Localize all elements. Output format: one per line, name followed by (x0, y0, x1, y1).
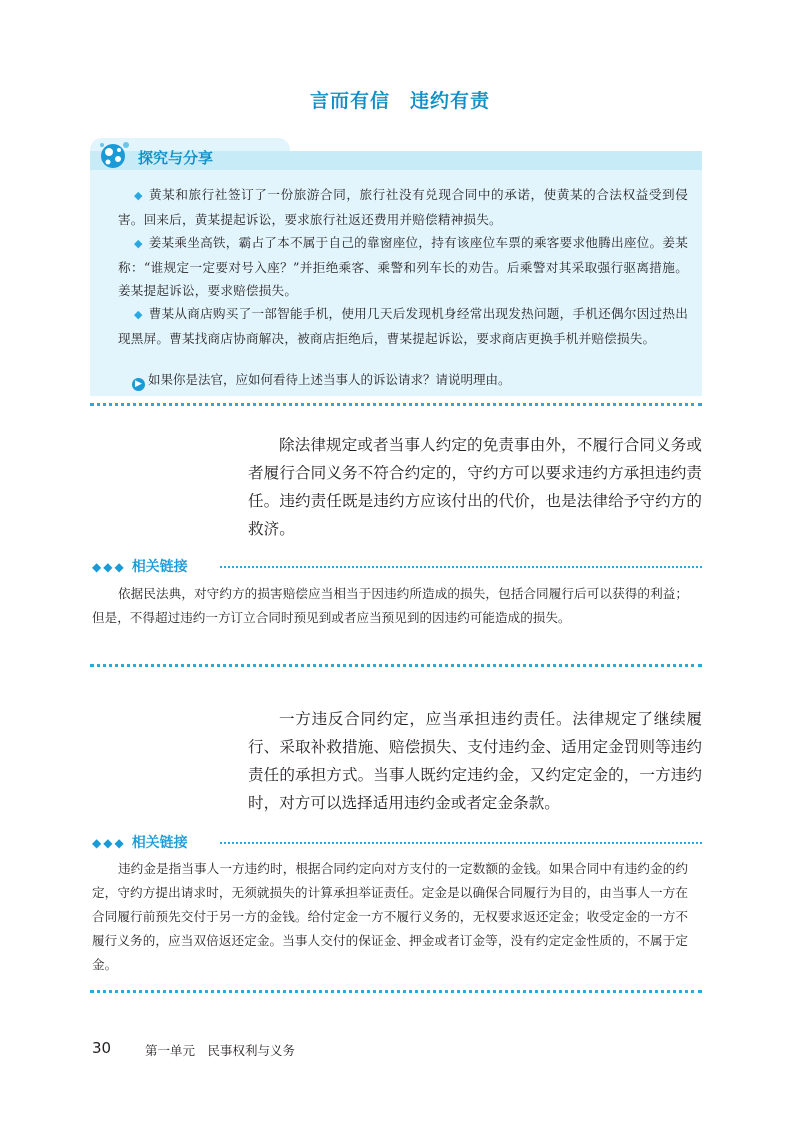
body-paragraph: 一方违反合同约定，应当承担违约责任。法律规定了继续履行、采取补救措施、赔偿损失、支付违约金、适用定金罚则等违约责任的承担方式。当事人既约定违约金，又约定定金的，一方违约时，对方可以选择适用违约金或者定金条款。 (248, 710, 702, 812)
arrow-right-icon: ▶ (132, 378, 145, 391)
diamond-bullet-icon: ◆ (134, 308, 143, 321)
explore-icon (96, 139, 132, 171)
diamond-icons: ◆◆◆ (92, 836, 126, 850)
footer-unit-title: 第一单元 民事权利与义务 (145, 1043, 296, 1058)
case-item: ◆ 姜某乘坐高铁，霸占了本不属于自己的靠窗座位，持有该座位车票的乘客要求他腾出座位。姜某称：“谁规定一定要对号入座？”并拒绝乘客、乘警和列车长的劝告。后乘警对其采取强行驱离措施。姜某提起诉讼，要求赔偿损失。 (118, 235, 688, 298)
case-item: ◆ 曹某从商店购买了一部智能手机，使用几天后发现机身经常出现发热问题，手机还偶尔因过热出现黑屏。曹某找商店协商解决，被商店拒绝后，曹某提起诉讼，要求商店更换手机并赔偿损失。 (118, 306, 688, 346)
page-number: 30 (92, 1039, 112, 1057)
diamond-icons: ◆◆◆ (92, 560, 126, 574)
related-link-text: 违约金是指当事人一方违约时，根据合同约定向对方支付的一定数额的金钱。如果合同中有违约金的约定，守约方提出请求时，无须就损失的计算承担举证责任。定金是以确保合同履行为目的，由当事人一方在合同履行前预先交付于另一方的金钱。给付定金一方不履行义务的，无权要求返还定金；收受定金的一方不履行义务的，应当双倍返还定金。当事人交付的保证金、押金或者订金等，没有约定定金性质的，不属于定金。 (92, 861, 688, 972)
divider (90, 990, 702, 993)
explore-question: ▶ 如果你是法官，应如何看待上述当事人的诉讼请求？请说明理由。 (132, 370, 511, 391)
divider (90, 403, 702, 406)
related-link-header: ◆◆◆ 相关链接 (92, 832, 702, 852)
explore-label: 探究与分享 (138, 149, 214, 167)
body-paragraph: 除法律规定或者当事人约定的免责事由外，不履行合同义务或者履行合同义务不符合约定的，守约方可以要求违约方承担违约责任。违约责任既是违约方应该付出的代价，也是法律给予守约方的救济。 (248, 436, 702, 538)
diamond-bullet-icon: ◆ (134, 237, 143, 250)
related-link-text: 依据民法典，对守约方的损害赔偿应当相当于因违约所造成的损失，包括合同履行后可以获得的利益；但是，不得超过违约一方订立合同时预见到或者应当预见到的因违约可能造成的损失。 (92, 586, 688, 625)
page-title: 言而有信 违约有责 (309, 90, 490, 112)
diamond-bullet-icon: ◆ (134, 189, 144, 202)
related-link-header: ◆◆◆ 相关链接 (92, 556, 702, 576)
case-item: ◆ 黄某和旅行社签订了一份旅游合同，旅行社没有兑现合同中的承诺，使黄某的合法权益受到侵害。回来后，黄某提起诉讼，要求旅行社返还费用并赔偿精神损失。 (118, 187, 688, 227)
divider (90, 664, 702, 667)
